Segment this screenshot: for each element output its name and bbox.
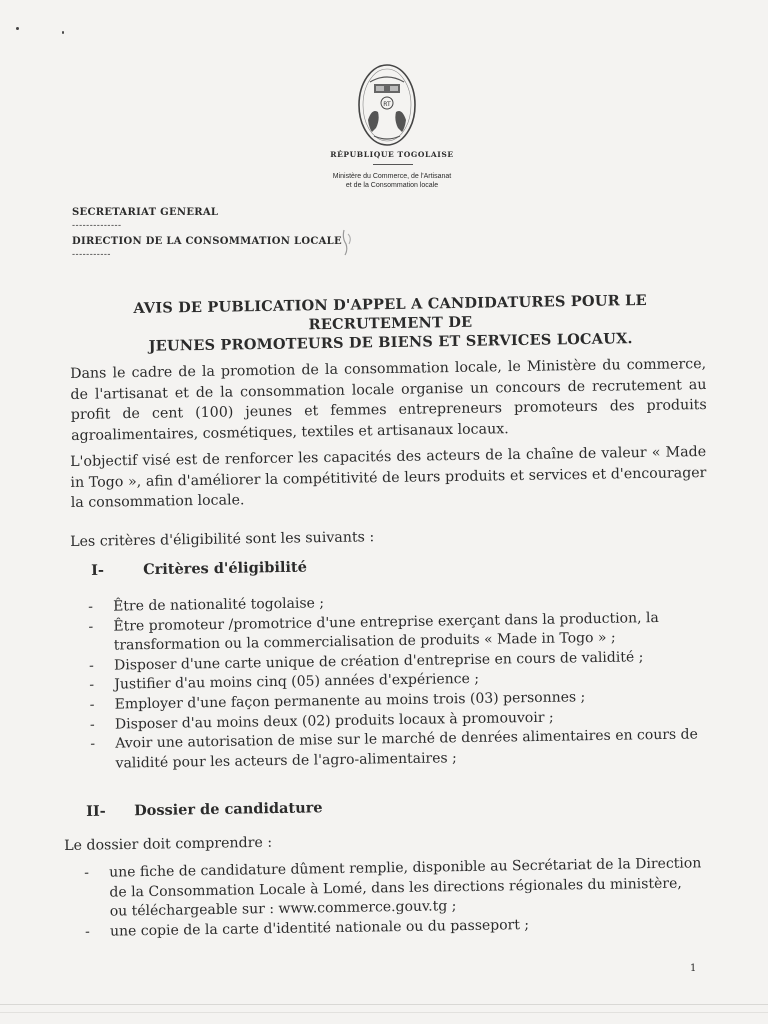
list-item-text: Justifier d'au moins cinq (05) années d'expérience ; [114,671,480,693]
paragraph-dossier-intro: Le dossier doit comprendre : [64,834,273,854]
scan-artifact-line [0,1004,768,1005]
list-item-text: une copie de la carte d'identité nationale ou du passeport ; [109,916,530,940]
title-line-2: JEUNES PROMOTEURS DE BIENS ET SERVICES LOCAUX. [148,330,633,355]
direction-label: DIRECTION DE LA CONSOMMATION LOCALE [72,236,342,247]
republic-label: RÉPUBLIQUE TOGOLAISE [330,150,454,159]
section-number: I- [91,561,105,579]
pen-mark-icon [338,228,356,256]
list-item-text: Disposer d'une carte unique de création d'entreprise en cours de validité ; [113,649,644,674]
bullet: - [90,736,96,753]
bullet: - [84,864,90,881]
page-number: 1 [690,963,697,974]
bullet: - [88,618,94,635]
scan-artifact-line [0,1012,768,1013]
bullet: - [89,716,95,733]
section-title: Dossier de candidature [133,799,323,820]
paragraph-objective: L'objectif visé est de renforcer les capacités des acteurs de la chaîne de valeur « Made in Togo », afin d'améliorer la compétitivité de leurs produits et services et d'encourager la consommation locale. [70,444,707,511]
bullet: - [88,657,94,674]
eligibility-criteria-list [88,588,711,774]
ministry-line-2: et de la Consommation locale [345,182,439,189]
paragraph-intro: Dans le cadre de la promotion de la consommation locale, le Ministère du commerce, de l'artisanat et de la consommation locale organise un concours de recrutement au profit de cent (100) jeunes et femmes entrepreneurs promoteurs des produits agroalimentaires, cosmétiques, textiles et artisanaux locaux. [70,356,707,444]
section-heading-eligibility [91,559,307,579]
scan-speck [16,27,19,30]
section-number: II- [86,802,106,820]
ministry-label [0,172,768,190]
list-item-text: Être de nationalité togolaise ; [113,595,325,615]
divider-dashes: -------------- [72,221,122,231]
list-item-text: Employer d'une façon permanente au moins trois (03) personnes ; [114,689,586,713]
bullet: - [89,677,95,694]
list-item [90,725,711,774]
bullet: - [84,923,90,940]
emblem-label: RT [383,101,391,108]
list-item-text: Être promoteur /promotrice d'une entreprise exerçant dans la production, la transformation ou la commercialisation de produits « Made in Togo » ; [113,609,659,654]
divider [373,164,413,165]
divider-dashes: ----------- [72,250,111,260]
section-heading-application [86,799,323,820]
list-item [84,854,703,922]
scan-speck [62,31,64,34]
bullet: - [88,598,94,615]
title-line-1: AVIS DE PUBLICATION D'APPEL A CANDIDATURES POUR LE RECRUTEMENT DE [133,291,647,334]
secretariat-label: SECRETARIAT GENERAL [72,207,219,218]
document-title [70,290,711,357]
list-item-text: Disposer d'au moins deux (02) produits locaux à promouvoir ; [114,709,554,733]
bullet: - [89,696,95,713]
list-item-text: Avoir une autorisation de mise sur le marché de denrées alimentaires en cours de validité pour les acteurs de l'agro-alimentaires ; [115,726,698,772]
paragraph-criteria-lead: Les critères d'éligibilité sont les suivants : [70,529,375,550]
ministry-line-1: Ministère du Commerce, de l'Artisanat [332,173,452,180]
application-documents-list [84,854,703,942]
section-title: Critères d'éligibilité [142,558,307,579]
togo-coat-of-arms-emblem [356,62,418,148]
list-item-text: une fiche de candidature dûment remplie, disponible au Secrétariat de la Direction de la Consommation Locale à Lomé, dans les directions régionales du ministère, ou téléchargeable sur : www.commerce.gouv.tg ; [109,855,702,920]
